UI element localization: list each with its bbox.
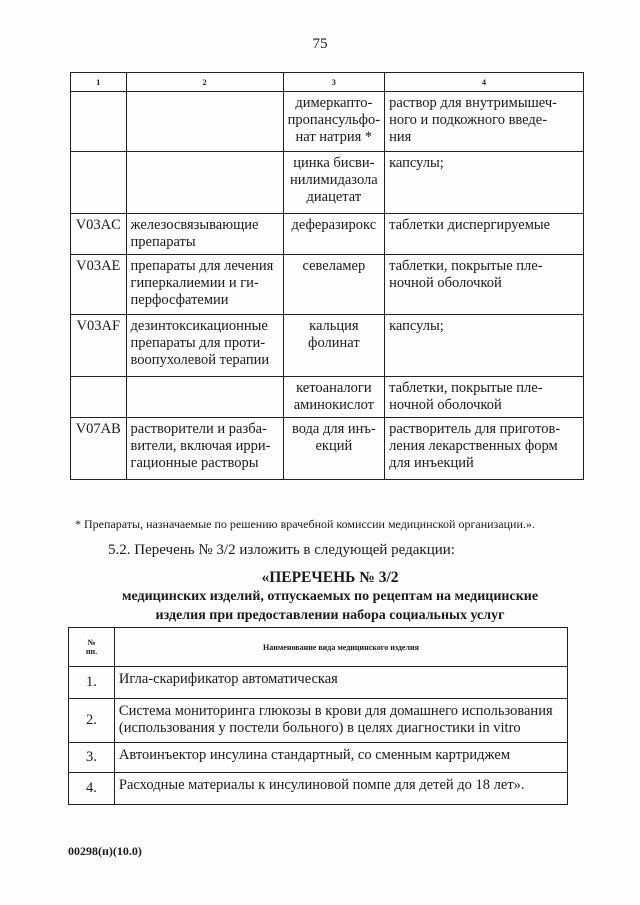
list-title-line-2: медицинских изделий, отпускаемых по рецептам на медицинские — [121, 589, 539, 604]
dosage-form-cell: капсулы; — [385, 152, 584, 214]
header-device-name: Наименование вида медицинского изделия — [114, 628, 567, 667]
table-row — [71, 315, 584, 377]
column-header-1: 1 — [71, 73, 127, 92]
list-title-line-1: «ПЕРЕЧЕНЬ № 3/2 — [261, 569, 399, 586]
row-number-cell: 4. — [69, 773, 115, 805]
drug-name-cell: цинка бисви- нилимидазола диацетат — [283, 152, 384, 214]
column-header-3: 3 — [283, 73, 384, 92]
dosage-form-cell: таблетки диспергируемые — [385, 214, 584, 255]
drug-table-header-row — [71, 73, 584, 92]
document-code: 00298(п)(10.0) — [68, 844, 142, 858]
row-number-cell: 3. — [69, 743, 115, 773]
table-row — [69, 743, 568, 773]
dosage-form-cell: таблетки, покрытые пле- ночной оболочкой — [385, 255, 584, 315]
table-row — [71, 214, 584, 255]
group-cell — [126, 92, 283, 152]
atc-code-cell: V07AB — [71, 418, 127, 480]
table-row — [71, 418, 584, 480]
dosage-form-cell: растворитель для приготов- ления лекарственных форм для инъекций — [385, 418, 584, 480]
device-table-header-row — [69, 628, 568, 667]
drug-name-cell: деферазирокс — [283, 214, 384, 255]
device-name-cell: Автоинъектор инсулина стандартный, со сменным картриджем — [114, 743, 567, 773]
drug-table-body — [71, 92, 584, 480]
group-cell — [126, 152, 283, 214]
amendment-paragraph: 5.2. Перечень № 3/2 изложить в следующей редакции: — [108, 542, 455, 558]
column-header-2: 2 — [126, 73, 283, 92]
dosage-form-cell: капсулы; — [385, 315, 584, 377]
drug-name-cell: севеламер — [283, 255, 384, 315]
column-header-4: 4 — [385, 73, 584, 92]
list-title — [60, 568, 600, 625]
table-row — [69, 667, 568, 699]
device-table-body — [69, 667, 568, 805]
atc-code-cell — [71, 92, 127, 152]
table-row — [71, 377, 584, 418]
atc-code-cell: V03AE — [71, 255, 127, 315]
device-name-cell: Расходные материалы к инсулиновой помпе для детей до 18 лет». — [114, 773, 567, 805]
footnote: * Препараты, назначаемые по решению врачебной комиссии медицинской организации.». — [75, 517, 535, 531]
dosage-form-cell: таблетки, покрытые пле- ночной оболочкой — [385, 377, 584, 418]
row-number-cell: 2. — [69, 699, 115, 743]
group-cell: растворители и разба- вители, включая ирри- гационные растворы — [126, 418, 283, 480]
group-cell: препараты для лечения гиперкалиемии и ги- перфосфатемии — [126, 255, 283, 315]
device-name-cell: Система мониторинга глюкозы в крови для домашнего использования (использования у постели больного) в целях диагностики in vitro — [114, 699, 567, 743]
device-name-cell: Игла-скарификатор автоматическая — [114, 667, 567, 699]
drug-table — [70, 72, 584, 480]
table-row — [71, 255, 584, 315]
group-cell: железосвязывающие препараты — [126, 214, 283, 255]
group-cell: дезинтоксикационные препараты для проти- воопухолевой терапии — [126, 315, 283, 377]
drug-name-cell: димеркапто- пропансульфо- нат натрия * — [283, 92, 384, 152]
dosage-form-cell: раствор для внутримышеч- ного и подкожного введе- ния — [385, 92, 584, 152]
drug-name-cell: кальция фолинат — [283, 315, 384, 377]
device-table — [68, 627, 568, 805]
row-number-cell: 1. — [69, 667, 115, 699]
group-cell — [126, 377, 283, 418]
atc-code-cell: V03AF — [71, 315, 127, 377]
atc-code-cell — [71, 152, 127, 214]
page-number: 75 — [312, 36, 328, 52]
drug-name-cell: кетоаналоги аминокислот — [283, 377, 384, 418]
atc-code-cell: V03AC — [71, 214, 127, 255]
table-row — [71, 152, 584, 214]
atc-code-cell — [71, 377, 127, 418]
table-row — [71, 92, 584, 152]
table-row — [69, 699, 568, 743]
header-number: № пп. — [69, 628, 115, 667]
list-title-line-3: изделия при предоставлении набора социальных услуг — [155, 608, 505, 623]
drug-name-cell: вода для инъ- екций — [283, 418, 384, 480]
table-row — [69, 773, 568, 805]
